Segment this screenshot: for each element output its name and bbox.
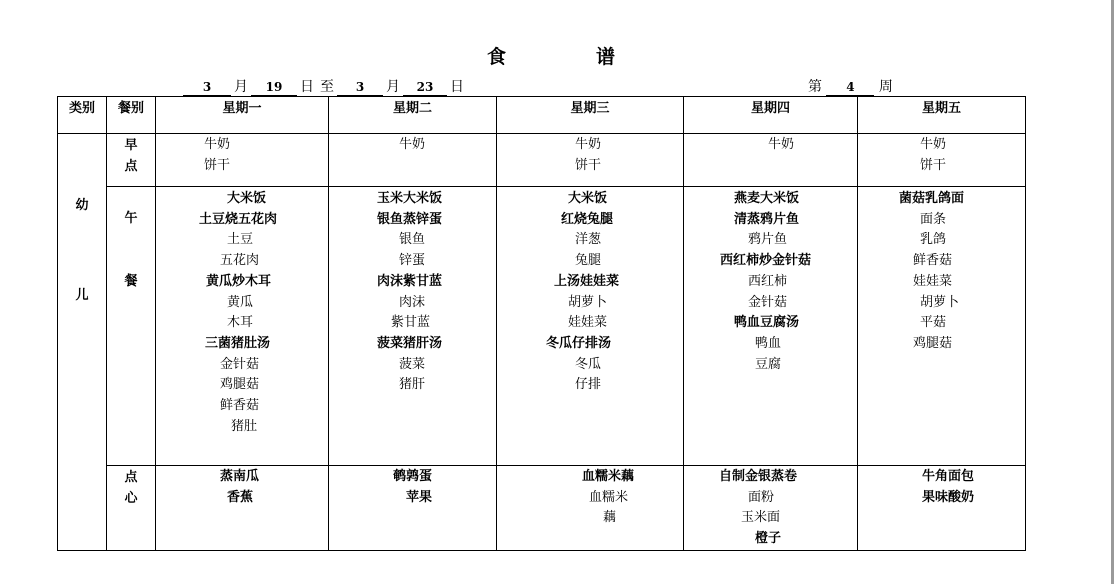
month-label: 月 [234,79,248,95]
dish-item: 红烧兔腿 [561,211,614,227]
dish-item: 面粉 [748,489,775,505]
dish-item: 肉沫 [399,294,426,310]
dish-item: 清蒸鸦片鱼 [734,211,800,227]
dish-item: 冬瓜仔排汤 [546,335,612,351]
dish-item: 面条 [920,211,947,227]
dish-item: 鸭血豆腐汤 [734,315,800,331]
dish-item: 猪肚 [231,418,258,434]
header-wednesday: 星期三 [497,97,684,134]
day-label-2: 日 [450,79,464,95]
dish-item: 香蕉 [227,489,254,505]
month-label-2: 月 [386,79,400,95]
dish-item: 银鱼蒸锌蛋 [377,211,443,227]
dish-item: 土豆烧五花肉 [199,211,278,227]
dish-item: 玉米面 [741,510,781,526]
dish-item: 鹌鹑蛋 [393,469,433,484]
dish-list [329,466,496,508]
dish-item: 西红柿炒金针菇 [720,253,812,269]
dish-item: 豆腐 [755,356,782,372]
dish-item: 牛角面包 [922,469,975,484]
menu-table [57,96,1026,551]
dish-item: 西红柿 [748,273,788,289]
meal-char: 心 [124,491,138,506]
dish-item: 大米饭 [227,191,267,206]
dish-item: 娃娃菜 [913,273,953,289]
day-label: 日 [300,79,314,95]
dish-item: 果味酸奶 [922,489,975,505]
lunch-friday [858,187,1026,466]
dish-item: 饼干 [204,157,231,173]
header-row [58,97,1026,134]
dish-item: 鸦片鱼 [748,232,788,248]
dish-item: 上汤娃娃菜 [554,273,620,289]
header-meal: 餐别 [107,97,156,134]
dish-item: 金针菇 [748,294,788,310]
meal-char: 午 [124,211,138,226]
snack-thursday [684,466,858,551]
breakfast-friday [858,134,1026,187]
breakfast-row [58,134,1026,187]
dish-list [156,466,328,508]
snack-tuesday [329,466,497,551]
header-thursday: 星期四 [684,97,858,134]
dish-list [858,187,1025,355]
meal-lunch [107,187,156,466]
meal-char: 早 [124,138,138,153]
dish-item: 牛奶 [204,137,231,152]
dish-item: 锌蛋 [399,253,426,269]
start-month: 3 [183,80,231,96]
dish-item: 鲜香菇 [913,253,953,269]
dish-item: 鲜香菇 [220,398,260,414]
start-day: 19 [251,80,297,96]
breakfast-thursday [684,134,858,187]
dish-list [497,466,683,529]
lunch-tuesday [329,187,497,466]
category-cell [58,134,107,551]
dish-item: 大米饭 [568,191,608,206]
meal-breakfast [107,134,156,187]
dish-item: 乳鸽 [920,232,947,248]
category-char-2: 儿 [75,288,89,303]
dish-item: 胡萝卜 [568,294,608,310]
dish-item: 血糯米藕 [582,469,635,484]
breakfast-tuesday [329,134,497,187]
dish-item: 菠菜 [399,356,426,372]
lunch-monday [156,187,329,466]
dish-list [684,187,857,375]
dish-item: 胡萝卜 [920,294,960,310]
dish-item: 五花肉 [220,253,260,269]
breakfast-monday [156,134,329,187]
dish-item: 洋葱 [575,232,602,248]
dish-item: 自制金银蒸卷 [719,469,798,484]
dish-list [684,134,857,156]
dish-item: 仔排 [575,377,602,393]
meal-snack [107,466,156,551]
week-value: 4 [826,80,874,96]
dish-item: 兔腿 [575,253,602,269]
dish-item: 苹果 [406,489,433,505]
lunch-wednesday [497,187,684,466]
dish-item: 牛奶 [399,137,426,152]
dish-list [858,134,1025,176]
dish-item: 三菌猪肚汤 [205,335,271,351]
dish-item: 黄瓜炒木耳 [206,273,272,289]
dish-item: 冬瓜 [575,356,602,372]
dish-item: 猪肝 [399,377,426,393]
header-monday: 星期一 [156,97,329,134]
dish-item: 饼干 [575,157,602,173]
meal-char: 餐 [124,274,138,289]
date-range [183,76,467,96]
snack-row [58,466,1026,551]
title-char-1: 食 [487,46,507,68]
dish-item: 鸭血 [755,335,782,351]
page-title [0,42,1114,68]
week-prefix: 第 [808,79,822,95]
dish-item: 蒸南瓜 [220,469,260,484]
dish-item: 血糯米 [589,489,629,505]
dish-list [497,187,683,396]
end-month: 3 [337,80,383,96]
dish-list [156,134,328,176]
category-char-1: 幼 [75,198,89,213]
meal-char: 点 [124,159,138,174]
dish-list [156,187,328,437]
snack-friday [858,466,1026,551]
dish-item: 橙子 [755,531,782,547]
dish-list [329,134,496,156]
dish-item: 平菇 [920,315,947,331]
dish-item: 银鱼 [399,232,426,248]
dish-item: 金针菇 [220,356,260,372]
snack-monday [156,466,329,551]
dish-list [497,134,683,176]
meal-char: 点 [124,470,138,485]
title-char-2: 谱 [596,46,616,68]
dish-item: 娃娃菜 [568,315,608,331]
dish-item: 鸡腿菇 [913,335,953,351]
dish-list [684,466,857,550]
lunch-row [58,187,1026,466]
breakfast-wednesday [497,134,684,187]
dish-item: 肉沫紫甘蓝 [377,273,443,289]
dish-item: 鸡腿菇 [220,377,260,393]
dish-item: 玉米大米饭 [377,191,443,206]
dish-list [329,187,496,396]
header-category: 类别 [58,97,107,134]
dish-item: 土豆 [227,232,254,248]
dish-item: 饼干 [920,157,947,173]
dish-item: 牛奶 [575,137,602,152]
snack-wednesday [497,466,684,551]
week-suffix: 周 [878,79,893,95]
lunch-thursday [684,187,858,466]
header-tuesday: 星期二 [329,97,497,134]
dish-list [858,466,1025,508]
dish-item: 木耳 [227,315,254,331]
dish-item: 牛奶 [768,137,795,152]
to-label: 至 [320,79,334,95]
dish-item: 藕 [603,510,617,526]
dish-item: 菠菜猪肝汤 [377,335,443,351]
end-day: 23 [403,80,447,96]
week-number [808,76,893,96]
header-friday: 星期五 [858,97,1026,134]
dish-item: 燕麦大米饭 [734,191,800,206]
dish-item: 紫甘蓝 [391,315,431,331]
dish-item: 牛奶 [920,137,947,152]
dish-item: 黄瓜 [227,294,254,310]
dish-item: 菌菇乳鸽面 [899,191,965,206]
